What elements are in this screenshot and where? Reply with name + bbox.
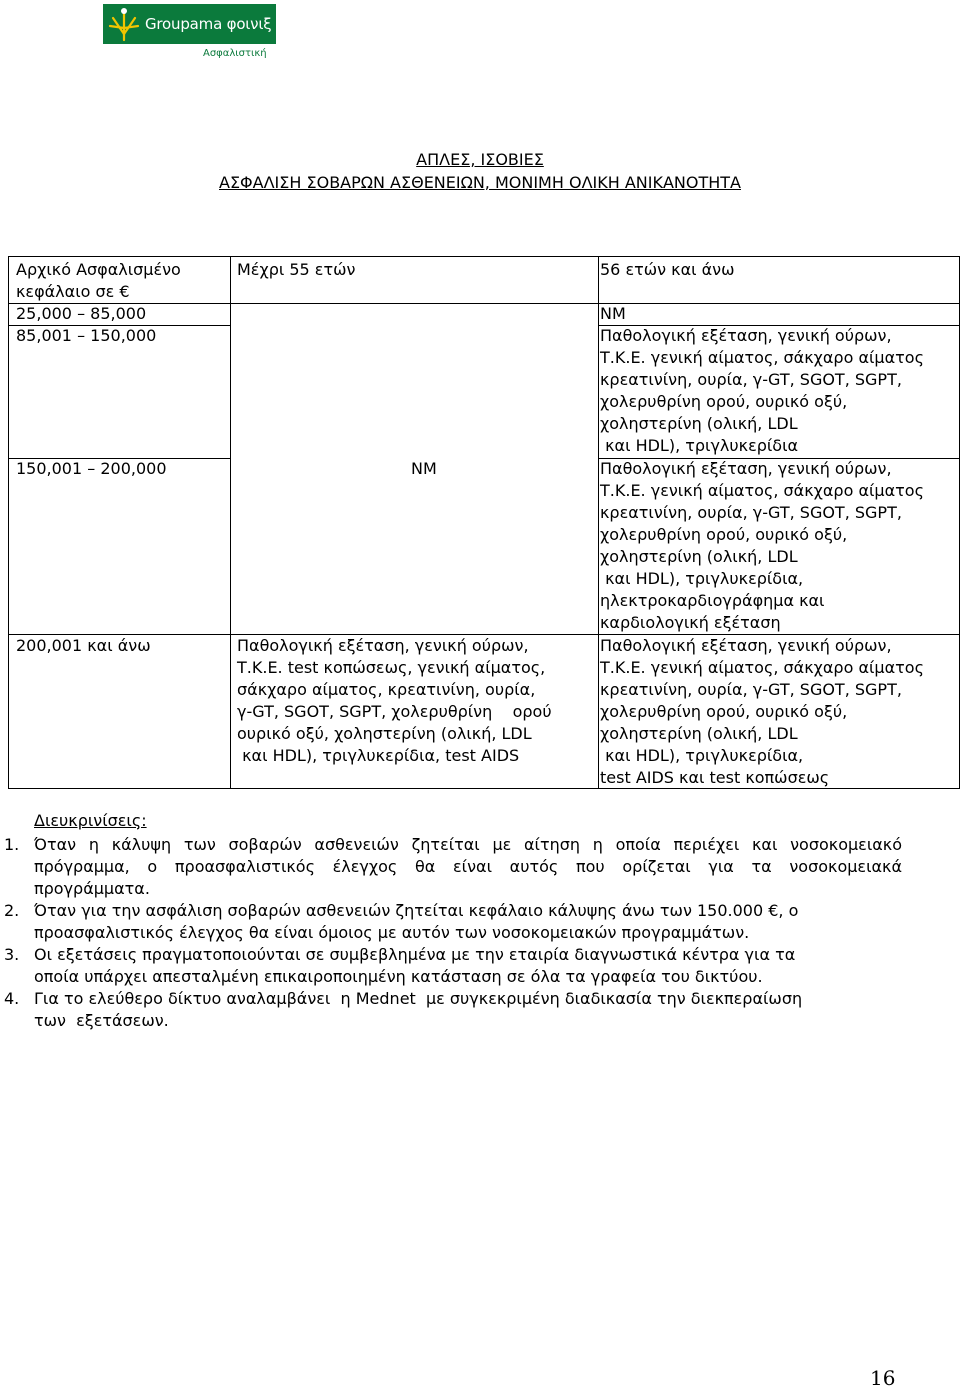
row3-col2: ΝΜ	[411, 459, 437, 478]
table-col-divider	[598, 256, 599, 789]
note-number: 3.	[4, 945, 20, 964]
logo-emblem-icon	[107, 6, 141, 42]
note-number: 2.	[4, 901, 20, 920]
document-title: ΑΠΛΕΣ, ΙΣΟΒΙΕΣ	[416, 150, 544, 169]
medical-exams-table	[8, 256, 960, 789]
row2-col3: Παθολογική εξέταση, γενική ούρων, Τ.Κ.Ε. γενική αίματος, σάκχαρο αίματος κρεατινίνη, ουρία, γ-GT, SGOT, SGPT, χολερυθρίνη ορού, ουρικό οξύ, χοληστερίνη (ολική, LDL και HDL), τριγλυκερίδια	[600, 326, 924, 455]
logo-banner	[103, 4, 276, 44]
company-logo	[103, 4, 276, 62]
row2-range: 85,001 – 150,000	[16, 326, 157, 345]
note-number: 4.	[4, 989, 20, 1008]
row1-col3: ΝΜ	[600, 304, 626, 323]
header-up-to-55: Μέχρι 55 ετών	[237, 260, 356, 279]
row4-col3: Παθολογική εξέταση, γενική ούρων, Τ.Κ.Ε. γενική αίματος, σάκχαρο αίματος κρεατινίνη, ουρία, γ-GT, SGOT, SGPT, χολερυθρίνη ορού, ουρικό οξύ, χοληστερίνη (ολική, LDL και HDL), τριγλυκερίδια, test AIDS και test κοπώσεως	[600, 636, 924, 787]
row3-range: 150,001 – 200,000	[16, 459, 167, 478]
header-capital: Αρχικό Ασφαλισμένο κεφάλαιο σε €	[16, 260, 181, 301]
header-56-and-over: 56 ετών και άνω	[600, 260, 735, 279]
page-number: 16	[870, 1366, 896, 1390]
note-text: Οι εξετάσεις πραγματοποιούνται σε συμβεβλημένα με την εταιρία διαγνωστικά κέντρα για τα οποία υπάρχει απεσταλμένη επικαιροποιημένη κατάσταση σε όλα τα γραφεία του δικτύου.	[34, 945, 796, 986]
row3-col3: Παθολογική εξέταση, γενική ούρων, Τ.Κ.Ε. γενική αίματος, σάκχαρο αίματος κρεατινίνη, ουρία, γ-GT, SGOT, SGPT, χολερυθρίνη ορού, ουρικό οξύ, χοληστερίνη (ολική, LDL και HDL), τριγλυκερίδια, ηλεκτροκαρδιογράφημα και καρδιολογική εξέταση	[600, 459, 924, 632]
row1-range: 25,000 – 85,000	[16, 304, 147, 323]
note-number: 1.	[4, 835, 20, 854]
note-text: Όταν για την ασφάλιση σοβαρών ασθενειών ζητείται κεφάλαιο κάλυψης άνω των 150.000 €, ο προασφαλιστικός έλεγχος θα είναι όμοιος με αυτόν των νοσοκομειακών προγραμμάτων.	[34, 901, 799, 942]
document-subtitle: ΑΣΦΑΛΙΣΗ ΣΟΒΑΡΩΝ ΑΣΘΕΝΕΙΩΝ, ΜΟΝΙΜΗ ΟΛΙΚΗ ΑΝΙΚΑΝΟΤΗΤΑ	[219, 173, 741, 192]
table-border-top	[8, 256, 960, 257]
logo-subtitle: Ασφαλιστική	[203, 48, 267, 59]
logo-brand-text: Groupama φοινιξ	[145, 15, 272, 33]
note-text: Όταν η κάλυψη των σοβαρών ασθενειών ζητείται με αίτηση η οποία περιέχει και νοσοκομειακό πρόγραμμα, ο προασφαλιστικός έλεγχος θα είναι αυτός που ορίζεται για τα νοσοκομειακά προγράμματα.	[34, 835, 902, 898]
table-border-left	[8, 256, 9, 789]
row4-col2: Παθολογική εξέταση, γενική ούρων, Τ.Κ.Ε. test κοπώσεως, γενική αίματος, σάκχαρο αίματος, κρεατινίνη, ουρία, γ-GT, SGOT, SGPT, χολερυθρίνη ορού ουρικό οξύ, χοληστερίνη (ολική, LDL και HDL), τριγλυκερίδια, test AIDS	[237, 636, 552, 765]
note-text: Για το ελεύθερο δίκτυο αναλαμβάνει η Mednet με συγκεκριμένη διαδικασία την διεκπεραίωση των εξετάσεων.	[34, 989, 803, 1030]
notes-heading: Διευκρινίσεις:	[34, 811, 147, 830]
table-row-divider	[8, 303, 960, 304]
table-col-divider	[230, 256, 231, 789]
row4-range: 200,001 και άνω	[16, 636, 151, 655]
